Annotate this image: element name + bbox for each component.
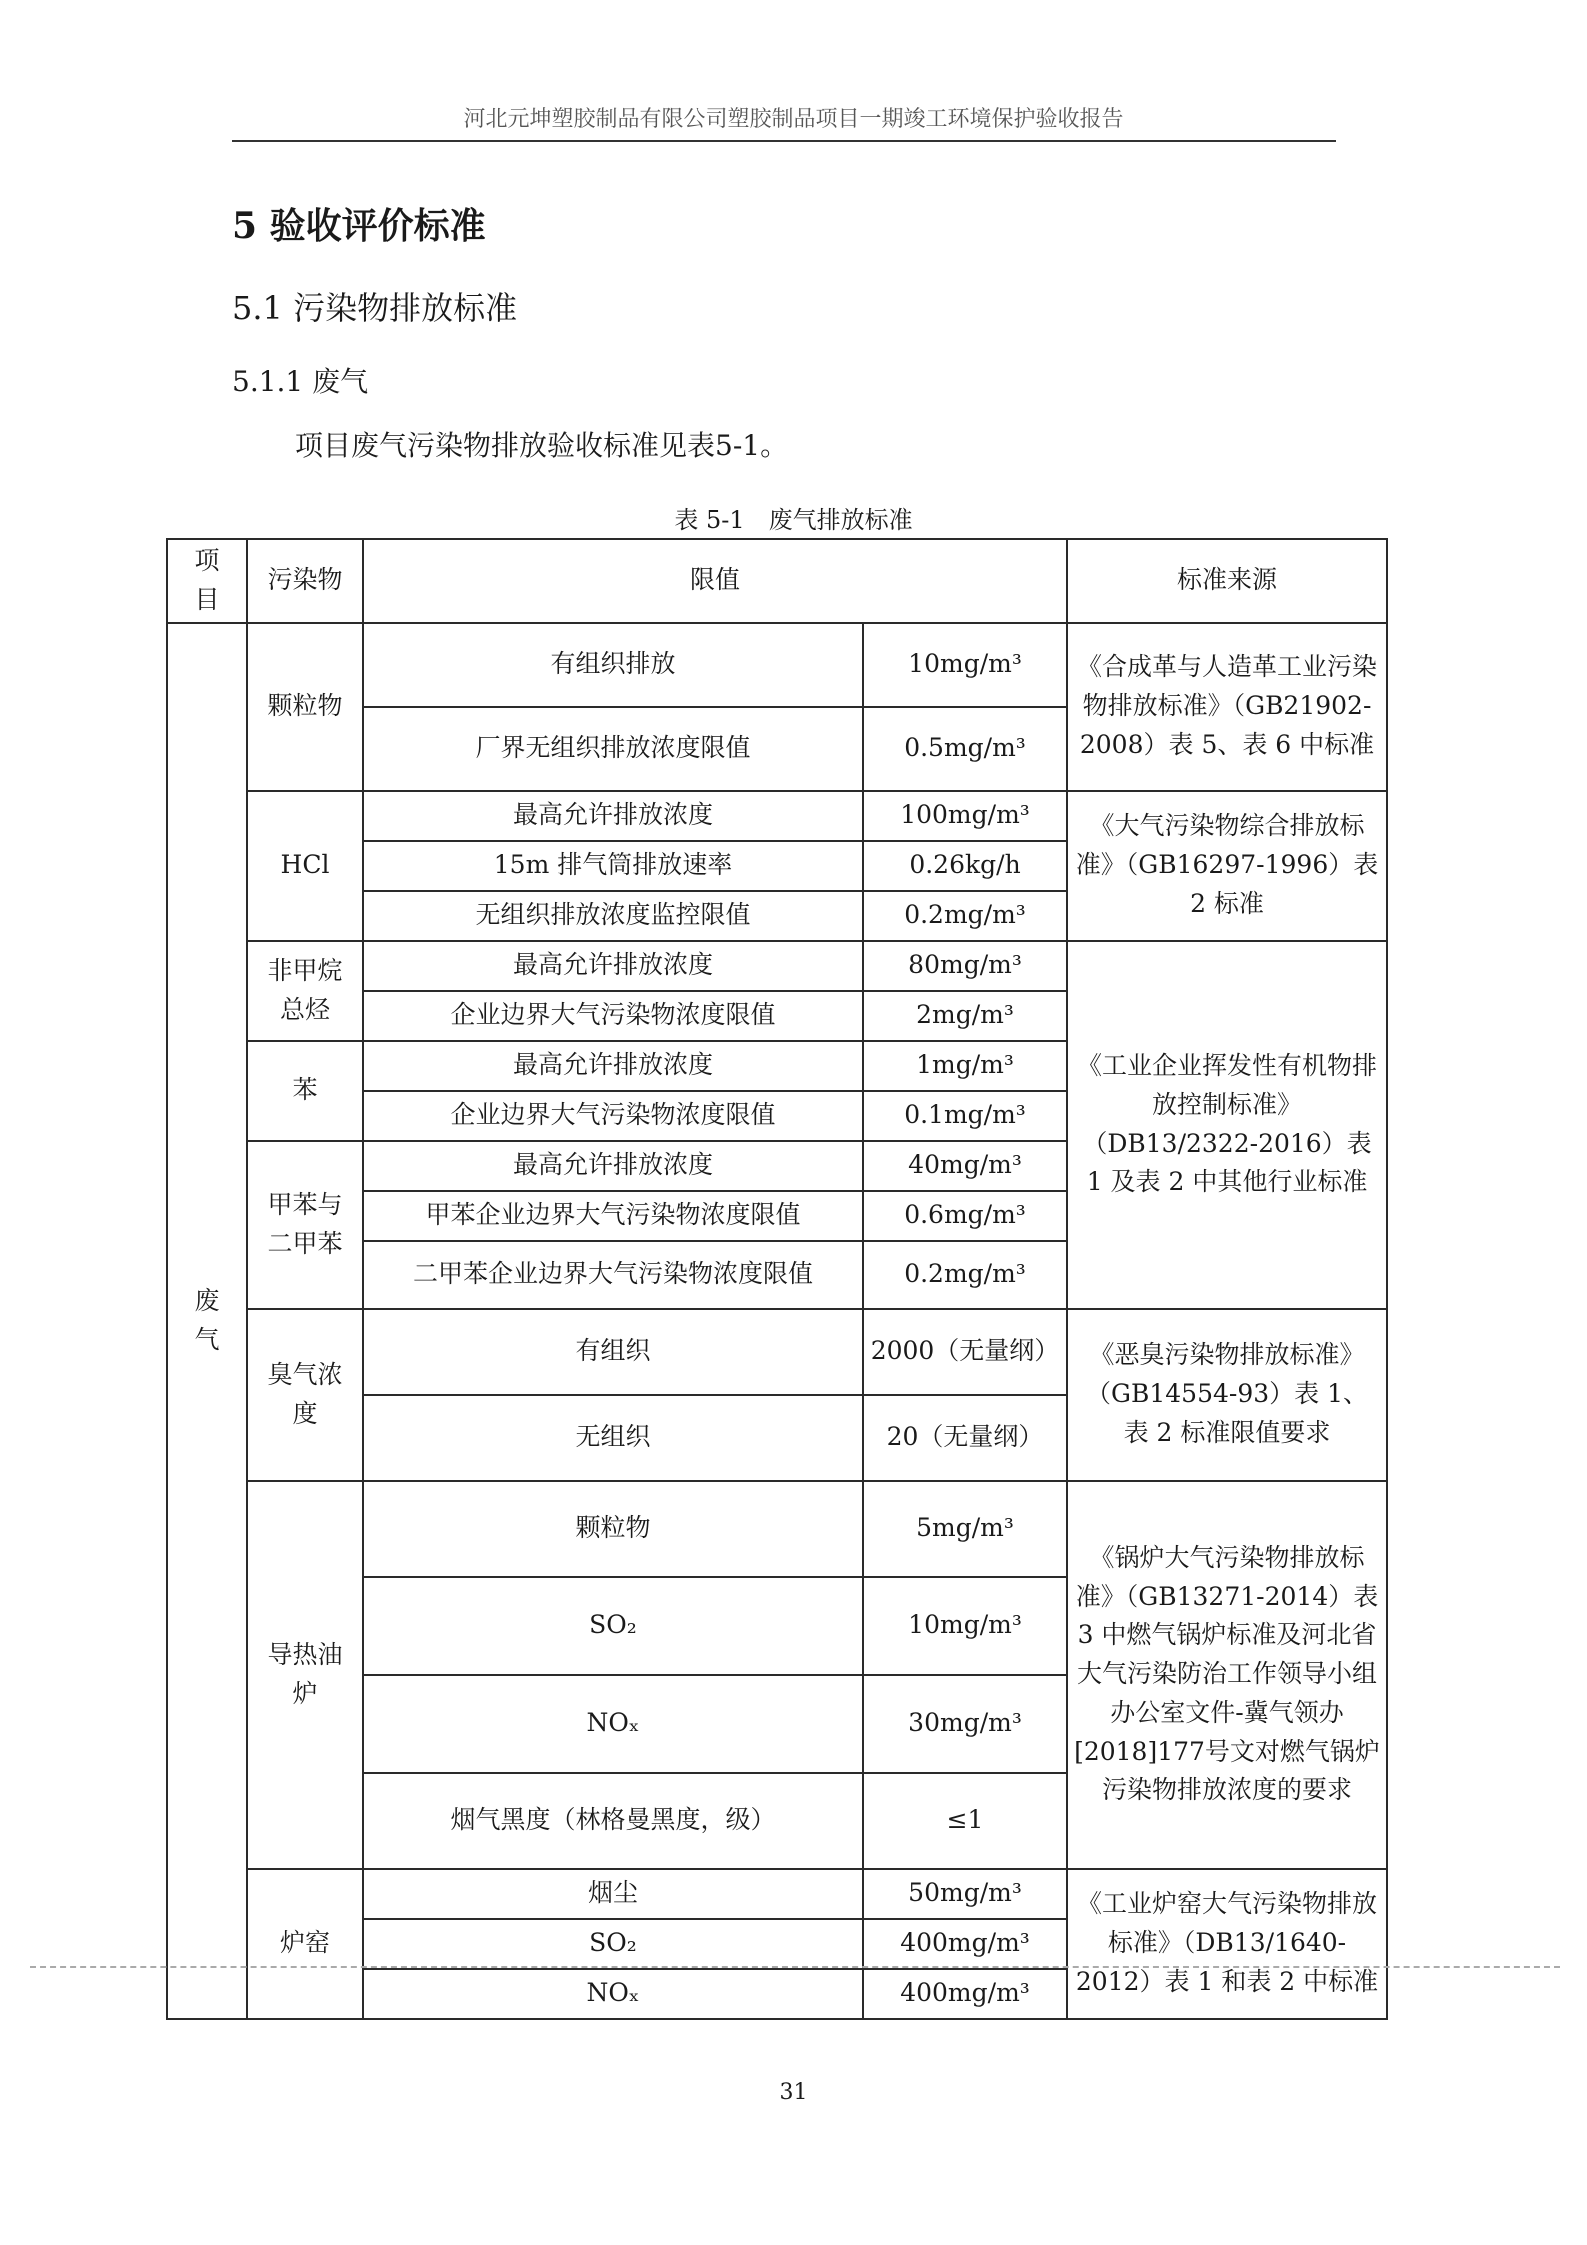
limit-value: 400mg/m³ <box>863 1919 1067 1969</box>
limit-desc: NOₓ <box>363 1969 863 2019</box>
limit-desc: 烟气黑度（林格曼黑度，级） <box>363 1773 863 1869</box>
limit-value: 400mg/m³ <box>863 1969 1067 2019</box>
limit-desc: 烟尘 <box>363 1869 863 1919</box>
pollutant-odor: 臭气浓 度 <box>247 1309 363 1481</box>
table-row <box>167 941 1387 991</box>
limit-value: 10mg/m³ <box>863 1577 1067 1675</box>
section-heading: 5.1 污染物排放标准 <box>232 289 518 327</box>
table-row <box>167 1869 1387 1919</box>
pollutant-benzene: 苯 <box>247 1041 363 1141</box>
limit-desc: SO₂ <box>363 1577 863 1675</box>
pollutant-boiler: 导热油 炉 <box>247 1481 363 1869</box>
table-header-row <box>167 539 1387 623</box>
limit-value: 2mg/m³ <box>863 991 1067 1041</box>
running-header: 河北元坤塑胶制品有限公司塑胶制品项目一期竣工环境保护验收报告 <box>463 107 1124 132</box>
source-kiln: 《工业炉窑大气污染物排放标准》（DB13/1640-2012）表 1 和表 2 中标准 <box>1067 1869 1387 2019</box>
source-particulate: 《合成革与人造革工业污染物排放标准》（GB21902-2008）表 5、表 6 中标准 <box>1067 623 1387 791</box>
limit-desc: NOₓ <box>363 1675 863 1773</box>
limit-value: ≤1 <box>863 1773 1067 1869</box>
limit-value: 0.6mg/m³ <box>863 1191 1067 1241</box>
limit-desc: 颗粒物 <box>363 1481 863 1577</box>
limit-value: 0.2mg/m³ <box>863 891 1067 941</box>
limit-desc: 最高允许排放浓度 <box>363 791 863 841</box>
pollutant-kiln: 炉窑 <box>247 1869 363 2019</box>
header-source: 标准来源 <box>1067 539 1387 623</box>
limit-desc: 二甲苯企业边界大气污染物浓度限值 <box>363 1241 863 1309</box>
limit-desc: 有组织排放 <box>363 623 863 707</box>
table-row <box>167 623 1387 707</box>
header-rule <box>232 140 1336 142</box>
table-caption: 表 5-1 废气排放标准 <box>674 506 913 534</box>
limit-desc: 企业边界大气污染物浓度限值 <box>363 991 863 1041</box>
source-odor: 《恶臭污染物排放标准》（GB14554-93）表 1、表 2 标准限值要求 <box>1067 1309 1387 1481</box>
source-voc: 《工业企业挥发性有机物排放控制标准》（DB13/2322-2016）表 1 及表 2 中其他行业标准 <box>1067 941 1387 1309</box>
limit-value: 80mg/m³ <box>863 941 1067 991</box>
limit-desc: 15m 排气筒排放速率 <box>363 841 863 891</box>
header-item: 项 目 <box>167 539 247 623</box>
limit-desc: 最高允许排放浓度 <box>363 1041 863 1091</box>
limit-desc: SO₂ <box>363 1919 863 1969</box>
limit-desc: 最高允许排放浓度 <box>363 941 863 991</box>
table-row <box>167 1309 1387 1395</box>
limit-value: 30mg/m³ <box>863 1675 1067 1773</box>
source-boiler: 《锅炉大气污染物排放标准》（GB13271-2014）表 3 中燃气锅炉标准及河北省大气污染防治工作领导小组办公室文件-冀气领办[2018]177号文对燃气锅炉污染物排放浓度的要求 <box>1067 1481 1387 1869</box>
source-hcl: 《大气污染物综合排放标准》（GB16297-1996）表 2 标准 <box>1067 791 1387 941</box>
chapter-heading: 5 验收评价标准 <box>232 205 486 247</box>
limit-desc: 甲苯企业边界大气污染物浓度限值 <box>363 1191 863 1241</box>
pollutant-toluene: 甲苯与 二甲苯 <box>247 1141 363 1309</box>
pollutant-particulate: 颗粒物 <box>247 623 363 791</box>
emission-standards-table <box>166 538 1388 2020</box>
limit-desc: 有组织 <box>363 1309 863 1395</box>
limit-value: 0.26kg/h <box>863 841 1067 891</box>
header-pollutant: 污染物 <box>247 539 363 623</box>
page-number: 31 <box>779 2080 808 2105</box>
limit-desc: 无组织 <box>363 1395 863 1481</box>
limit-value: 20（无量纲） <box>863 1395 1067 1481</box>
table-row <box>167 1481 1387 1577</box>
limit-value: 1mg/m³ <box>863 1041 1067 1091</box>
limit-value: 0.2mg/m³ <box>863 1241 1067 1309</box>
limit-desc: 最高允许排放浓度 <box>363 1141 863 1191</box>
header-limit: 限值 <box>363 539 1067 623</box>
table-row <box>167 791 1387 841</box>
limit-value: 0.1mg/m³ <box>863 1091 1067 1141</box>
pollutant-nmhc: 非甲烷 总烃 <box>247 941 363 1041</box>
limit-value: 0.5mg/m³ <box>863 707 1067 791</box>
limit-value: 10mg/m³ <box>863 623 1067 707</box>
limit-desc: 企业边界大气污染物浓度限值 <box>363 1091 863 1141</box>
subsection-heading: 5.1.1 废气 <box>232 365 369 398</box>
limit-value: 40mg/m³ <box>863 1141 1067 1191</box>
limit-value: 50mg/m³ <box>863 1869 1067 1919</box>
scan-dashed-line <box>30 1966 1560 1968</box>
limit-value: 2000（无量纲） <box>863 1309 1067 1395</box>
limit-value: 5mg/m³ <box>863 1481 1067 1577</box>
pollutant-hcl: HCl <box>247 791 363 941</box>
category-cell: 废 气 <box>167 623 247 2019</box>
limit-desc: 无组织排放浓度监控限值 <box>363 891 863 941</box>
limit-desc: 厂界无组织排放浓度限值 <box>363 707 863 791</box>
limit-value: 100mg/m³ <box>863 791 1067 841</box>
intro-paragraph: 项目废气污染物排放验收标准见表5-1。 <box>295 429 789 462</box>
